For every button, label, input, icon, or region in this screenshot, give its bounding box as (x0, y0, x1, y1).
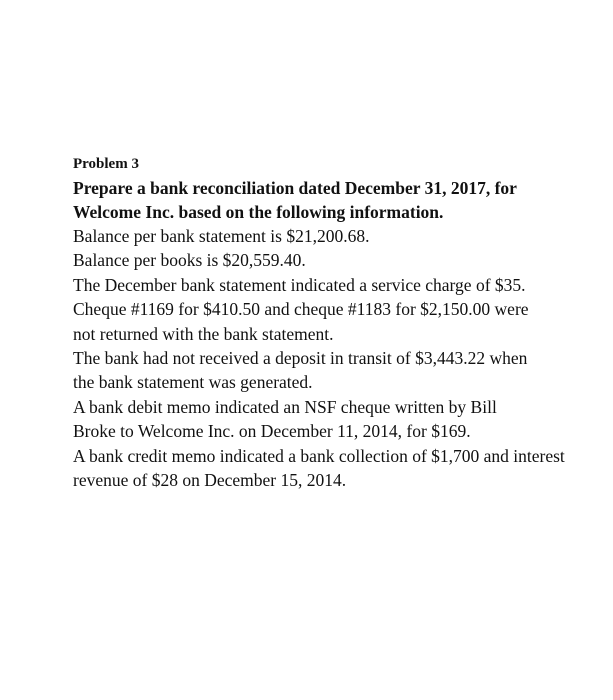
fact-deposit-in-transit: The bank had not received a deposit in transit of $3,443.22 when the bank statement was generated. (73, 348, 528, 393)
fact-outstanding-cheques: Cheque #1169 for $410.50 and cheque #1183 for $2,150.00 were not returned with the bank statement. (73, 299, 529, 344)
problem-instruction: Prepare a bank reconciliation dated December 31, 2017, for Welcome Inc. based on the following information. (73, 178, 517, 222)
problem-document (73, 154, 598, 492)
fact-nsf-cheque: A bank debit memo indicated an NSF cheque written by Bill Broke to Welcome Inc. on December 11, 2014, for $169. (73, 396, 497, 442)
fact-bank-collection: A bank credit memo indicated a bank collection of $1,700 and interest revenue of $28 on December 15, 2014. (73, 445, 565, 491)
fact-service-charge: The December bank statement indicated a service charge of $35. (73, 274, 526, 295)
fact-book-balance: Balance per books is $20,559.40. (73, 250, 306, 271)
facts-list (73, 224, 598, 492)
fact-bank-balance: Balance per bank statement is $21,200.68. (73, 226, 370, 246)
problem-label: Problem 3 (73, 156, 139, 172)
